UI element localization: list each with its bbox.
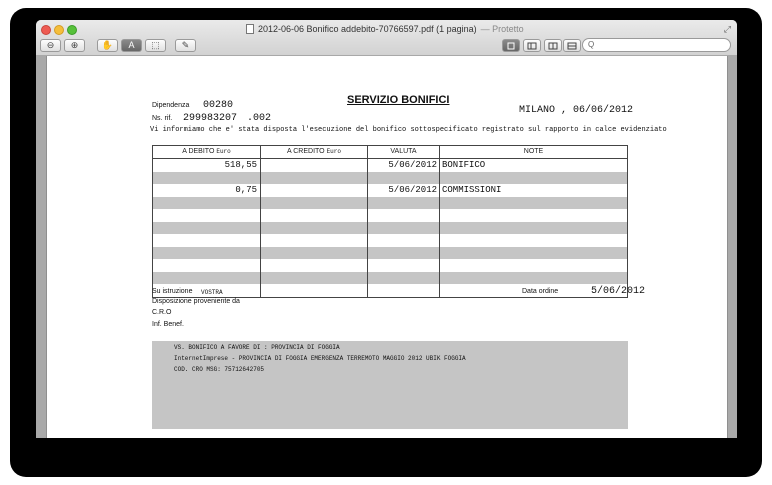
su-istruzione-value: VOSTRA [201,289,223,296]
search-icon: Q [588,40,595,49]
table-header [153,146,627,159]
pdf-page [46,56,728,438]
cell-credito [261,284,368,297]
preview-window [36,20,737,438]
col-credito-header [261,146,368,158]
table-row [153,172,627,185]
su-istruzione-label: Su istruzione [152,288,193,295]
two-pages-icon [548,42,558,50]
table-row [153,184,627,197]
rect-select-button[interactable]: ⬚ [145,39,166,52]
nrif-value: 299983207 [183,113,238,124]
hand-tool-button[interactable]: ✋ [97,39,118,52]
close-window-button[interactable] [41,25,51,35]
cell-debito [153,197,261,210]
cell-note [440,172,627,185]
benef-line: COD. CRO MSG: 75712642705 [174,366,265,373]
cell-note [440,197,627,210]
cell-debito [153,172,261,185]
cell-debito [153,222,261,235]
cell-credito [261,222,368,235]
pdf-document-icon [246,24,254,34]
view-single-page-button[interactable] [502,39,520,52]
search-field[interactable] [582,38,731,52]
dipendenza-value: 00280 [203,100,234,111]
cell-valuta [368,247,440,260]
cell-valuta [368,272,440,285]
col-credito-currency: Euro [326,148,341,155]
table-row [153,222,627,235]
cell-note [440,272,627,285]
cro-label: C.R.O [152,309,172,316]
zoom-window-button[interactable] [67,25,77,35]
col-debito-label: A DEBITO [182,148,215,155]
nrif-suffix: .002 [247,113,272,124]
cell-valuta [368,284,440,297]
cell-valuta [368,222,440,235]
cell-debito: 0,75 [153,184,261,197]
window-title-suffix: — Protetto [480,24,524,34]
cell-debito [153,272,261,285]
cell-note [440,222,627,235]
benef-line: InternetImprese - PROVINCIA DI FOGGIA EMERGENZA TERREMOTO MAGGIO 2012 UBIK FOGGIA [174,355,466,362]
cell-valuta [368,172,440,185]
minimize-window-button[interactable] [54,25,64,35]
col-credito-label: A CREDITO [287,148,325,155]
cell-credito [261,159,368,172]
document-heading: SERVIZIO BONIFICI [347,94,450,106]
benef-line: VS. BONIFICO A FAVORE DI : PROVINCIA DI FOGGIA [174,344,340,351]
view-continuous-button[interactable] [523,39,541,52]
table-row [153,209,627,222]
cell-credito [261,184,368,197]
cell-debito [153,209,261,222]
dipendenza-label: Dipendenza [152,102,190,109]
cell-credito [261,247,368,260]
zoom-in-button[interactable]: ⊕ [64,39,85,52]
cell-valuta: 5/06/2012 [368,159,440,172]
table-row [153,272,627,285]
cell-valuta [368,234,440,247]
table-row [153,259,627,272]
table-row [153,159,627,172]
table-row [153,247,627,260]
document-viewer[interactable] [36,56,737,438]
disposizione-label: Disposizione proveniente da [152,298,240,305]
cell-credito [261,172,368,185]
cell-note [440,247,627,260]
cell-credito [261,272,368,285]
cell-credito [261,209,368,222]
cell-credito [261,259,368,272]
cell-note: COMMISSIONI [442,185,502,195]
cell-debito [153,234,261,247]
cell-debito: 518,55 [153,159,261,172]
table-row [153,197,627,210]
text-select-button[interactable]: A [121,39,142,52]
continuous-icon [527,42,537,50]
data-ordine-label: Data ordine [522,288,559,295]
cell-note: BONIFICO [442,160,486,170]
cell-valuta [368,209,440,222]
data-ordine-value: 5/06/2012 [591,286,646,297]
cell-credito [261,234,368,247]
fullscreen-icon[interactable]: ⤢ [723,24,731,34]
view-contact-sheet-button[interactable] [563,39,581,52]
cell-note [440,209,627,222]
col-note-header: NOTE [523,148,544,155]
titlebar [36,20,737,56]
place-date: MILANO , 06/06/2012 [519,105,634,116]
cell-note [440,234,627,247]
cell-credito [261,197,368,210]
movements-table [152,145,628,298]
cell-debito [153,247,261,260]
col-debito-currency: Euro [216,148,231,155]
cell-valuta [368,197,440,210]
nrif-label: Ns. rif. [152,115,173,122]
col-valuta-header: VALUTA [368,146,440,158]
zoom-out-button[interactable]: ⊖ [40,39,61,52]
intro-text: Vi informiamo che e' stata disposta l'esecuzione del bonifico sottospecificato registrato sul rapporto in calce evidenziato [150,126,667,134]
inf-benef-label: Inf. Benef. [152,321,184,328]
col-debito-header [153,146,261,158]
cell-debito [153,259,261,272]
single-page-icon [506,42,516,50]
annotate-button[interactable]: ✎ [175,39,196,52]
beneficiary-info-box [152,341,628,429]
table-row [153,234,627,247]
cell-note [440,259,627,272]
cell-valuta: 5/06/2012 [368,184,440,197]
cell-valuta [368,259,440,272]
contact-sheet-icon [567,42,577,50]
window-title [246,24,524,34]
window-title-text: 2012-06-06 Bonifico addebito-70766597.pdf (1 pagina) [258,24,477,34]
view-two-pages-button[interactable] [544,39,562,52]
